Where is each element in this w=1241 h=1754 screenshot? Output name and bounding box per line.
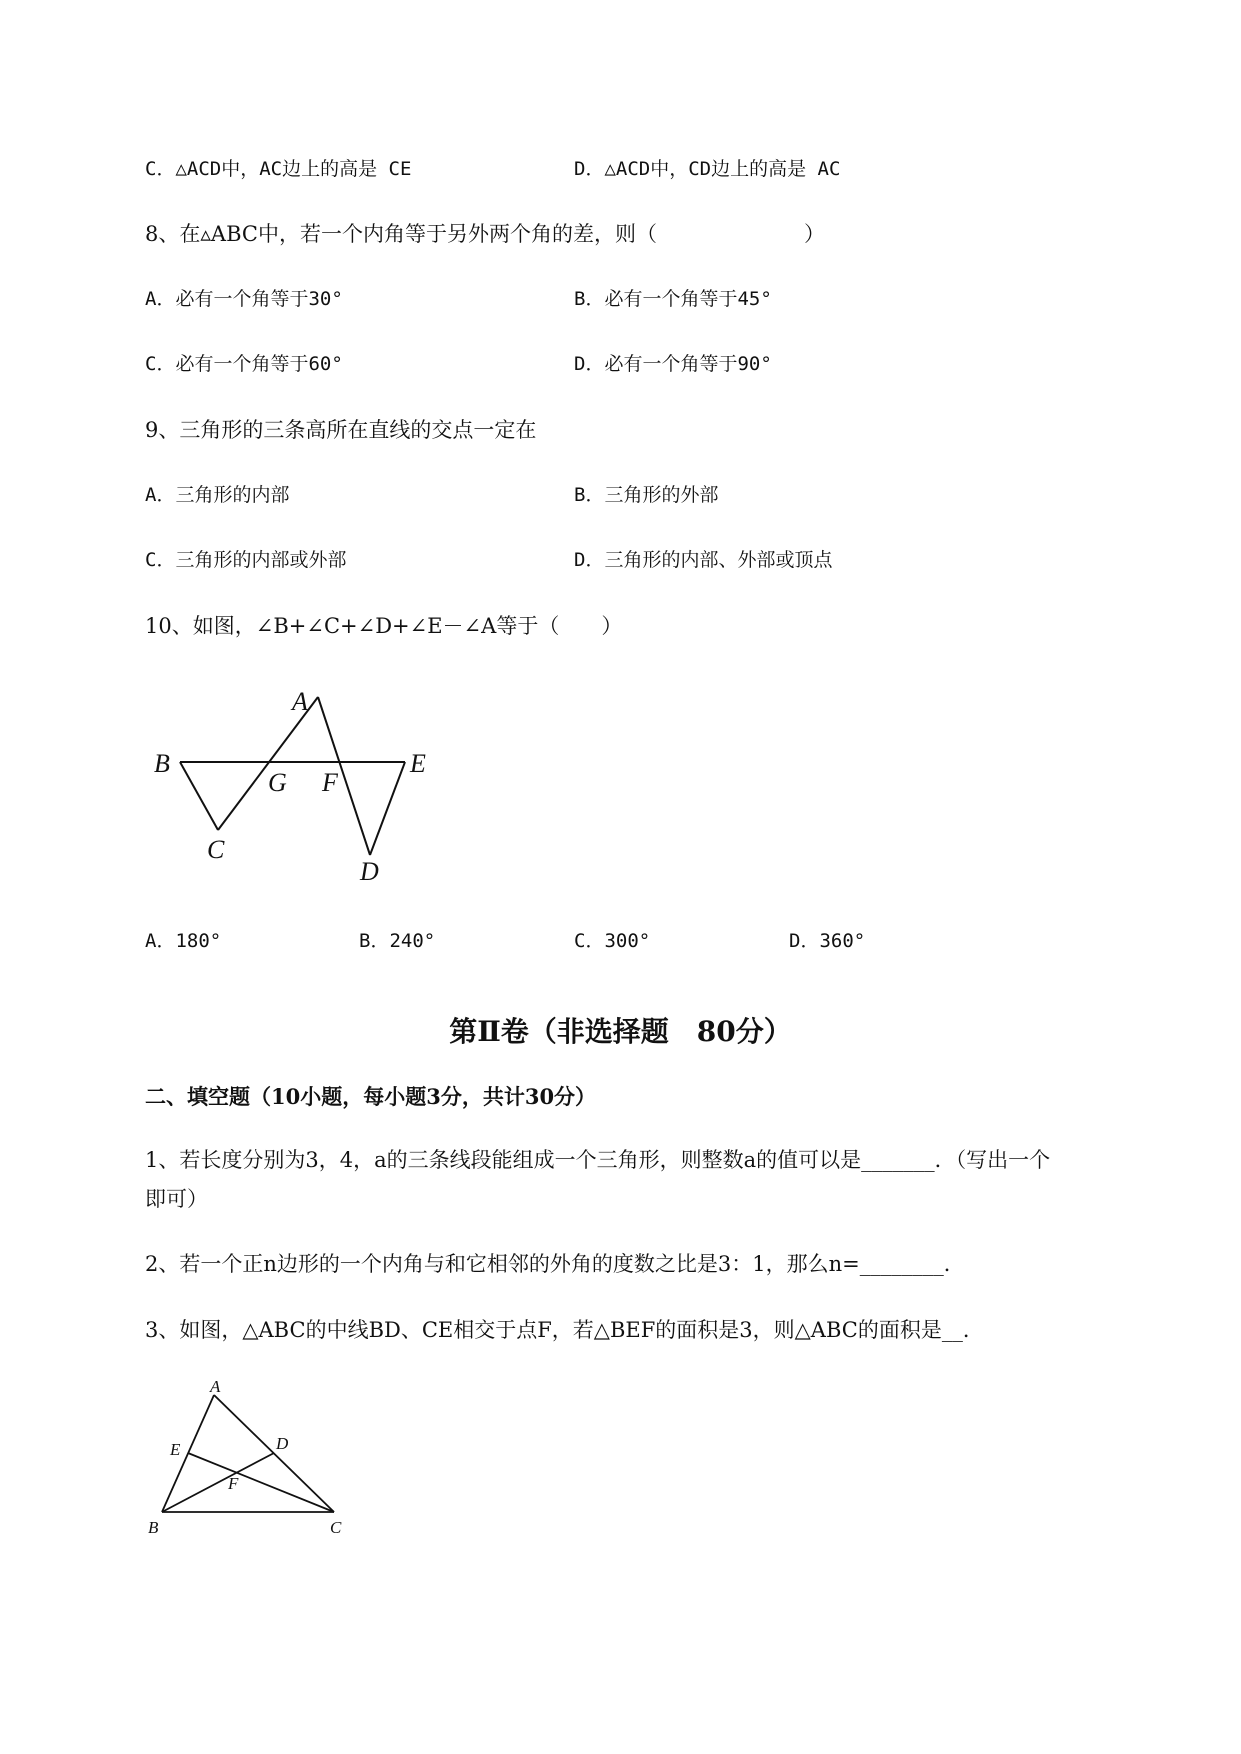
q10-segment-ca [218,697,318,830]
q10-label-g: G [268,768,287,797]
q10-label-d: D [360,857,379,886]
q10-stem: 10、如图，∠B+∠C+∠D+∠E－∠A等于（ ） [145,614,623,638]
q10-label-f: F [322,768,338,797]
q10-option-a: A．180° [145,930,222,952]
fill-q1-line2: 即可） [145,1187,208,1211]
q3-label-c: C [330,1518,342,1537]
q10-segment-de [370,762,405,855]
q8-option-b: B．必有一个角等于45° [574,288,772,310]
q10-option-c: C．300° [574,930,651,952]
q10-option-d: D．360° [789,930,866,952]
q3-label-e: E [170,1440,181,1459]
q10-segment-bc [180,762,218,830]
q10-figure [140,680,460,900]
q9-stem: 9、三角形的三条高所在直线的交点一定在 [145,418,537,442]
q10-label-b: B [154,749,170,778]
q10-label-e: E [410,749,426,778]
section2-title: 二、填空题（10小题，每小题3分，共计30分） [145,1084,597,1109]
q3-label-f: F [228,1474,239,1493]
q8-option-c: C．必有一个角等于60° [145,353,343,375]
q9-option-a: A．三角形的内部 [145,484,290,506]
q9-option-d: D．三角形的内部、外部或顶点 [574,549,833,571]
q7-option-d: D．△ACD中，CD边上的高是 AC [574,158,841,180]
q8-option-a: A．必有一个角等于30° [145,288,343,310]
q3-segment-ce [188,1453,334,1512]
part2-title: 第Ⅱ卷（非选择题 80分） [449,1015,792,1048]
q7-option-c: C．△ACD中，AC边上的高是 CE [145,158,412,180]
q3-segment-bd [162,1453,274,1512]
fill-q1-line1: 1、若长度分别为3，4，a的三条线段能组成一个三角形，则整数a的值可以是_______．（写出一个 [145,1148,1051,1172]
q3-label-d: D [276,1434,289,1453]
q8-stem: 8、在▵ABC中，若一个内角等于另外两个角的差，则（ ） [145,222,825,246]
q10-option-b: B．240° [359,930,436,952]
q9-option-c: C．三角形的内部或外部 [145,549,347,571]
fill-q2: 2、若一个正n边形的一个内角与和它相邻的外角的度数之比是3：1，那么n=________． [145,1252,965,1276]
q10-label-a: A [292,687,308,716]
q9-option-b: B．三角形的外部 [574,484,719,506]
q3-label-a: A [210,1377,221,1396]
q3-label-b: B [148,1518,159,1537]
q10-label-c: C [207,835,225,864]
fill-q3: 3、如图，△ABC的中线BD、CE相交于点F，若△BEF的面积是3，则△ABC的面积是__． [145,1318,984,1342]
q8-option-d: D．必有一个角等于90° [574,353,772,375]
q3-figure [140,1375,360,1555]
